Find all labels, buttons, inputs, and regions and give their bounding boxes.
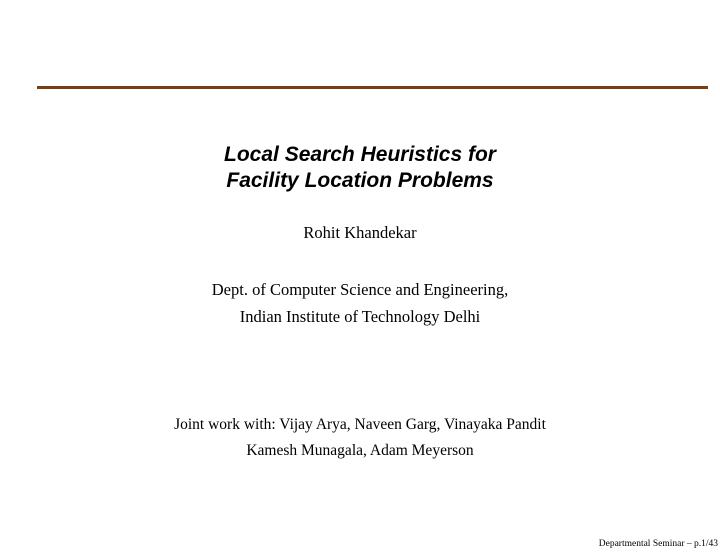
affiliation-institute: Indian Institute of Technology Delhi (239, 307, 481, 326)
author-name: Rohit Khandekar (303, 223, 417, 242)
slide-title (0, 142, 720, 194)
top-divider (37, 86, 708, 89)
slide-footer: Departmental Seminar – p.1/43 (598, 539, 718, 549)
joint-work (0, 412, 720, 464)
affiliation (0, 276, 720, 330)
slide-title-line-1: Local Search Heuristics for (224, 143, 496, 166)
affiliation-department: Dept. of Computer Science and Engineering, (211, 280, 509, 299)
joint-work-line-1: Joint work with: Vijay Arya, Naveen Garg, Vinayaka Pandit (174, 416, 546, 433)
slide-title-line-2: Facility Location Problems (226, 169, 494, 192)
joint-work-line-2: Kamesh Munagala, Adam Meyerson (246, 442, 474, 459)
